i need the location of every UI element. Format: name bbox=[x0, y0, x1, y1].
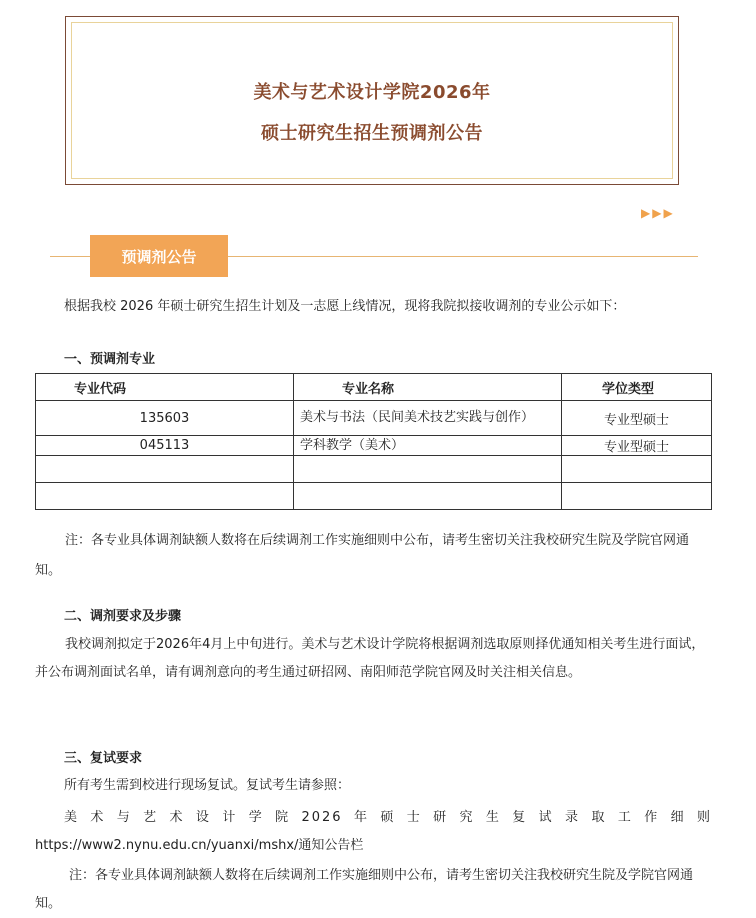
cell-name: 美术与书法（民间美术技艺实践与创作） bbox=[294, 401, 562, 436]
retest-intro-line: 所有考生需到校进行现场复试。复试考生请参照： bbox=[64, 778, 351, 793]
reference-url-link[interactable]: https://www2.nynu.edu.cn/yuanxi/mshx/通知公告栏 bbox=[35, 838, 364, 853]
cell-empty bbox=[36, 483, 294, 510]
section-heading-requirements: 二、调剂要求及步骤 bbox=[64, 609, 182, 624]
cell-degree: 专业型硕士 bbox=[562, 401, 712, 436]
title-banner bbox=[65, 16, 679, 185]
requirements-paragraph: 我校调剂拟定于2026年4月上中旬进行。美术与艺术设计学院将根据调剂选取原则择优通知相关考生进行面试，并公布调剂面试名单，请有调剂意向的考生通过研招网、南阳师范学院官网及时关注相关信息。 bbox=[35, 637, 705, 680]
section-tab-label: 预调剂公告 bbox=[90, 235, 228, 277]
page-title-line-2: 硕士研究生招生预调剂公告 bbox=[261, 123, 483, 144]
triple-arrow-icon: ▶▶▶ bbox=[641, 206, 675, 220]
note-paragraph: 注：各专业具体调剂缺额人数将在后续调剂工作实施细则中公布，请考生密切关注我校研究生院及学院官网通知。 bbox=[35, 533, 690, 578]
cell-empty bbox=[562, 483, 712, 510]
majors-table bbox=[35, 373, 712, 510]
cell-degree: 专业型硕士 bbox=[562, 436, 712, 456]
cell-empty bbox=[294, 456, 562, 483]
reference-document-title: 美术与艺术设计学院2026年硕士研究生复试录取工作细则 bbox=[64, 810, 712, 825]
page-title-line-1: 美术与艺术设计学院2026年 bbox=[253, 82, 491, 103]
column-header-name: 专业名称 bbox=[294, 374, 562, 401]
cell-empty bbox=[294, 483, 562, 510]
table-row bbox=[36, 456, 712, 483]
table-row bbox=[36, 436, 712, 456]
intro-paragraph: 根据我校 2026 年硕士研究生招生计划及一志愿上线情况，现将我院拟接收调剂的专业公示如下： bbox=[64, 299, 626, 314]
cell-code: 045113 bbox=[36, 436, 294, 456]
table-header-row bbox=[36, 374, 712, 401]
cell-empty bbox=[562, 456, 712, 483]
column-header-code: 专业代码 bbox=[36, 374, 294, 401]
title-banner-inner-frame bbox=[71, 22, 673, 179]
table-row bbox=[36, 401, 712, 436]
cell-name: 学科教学（美术） bbox=[294, 436, 562, 456]
note-paragraph-2: 注：各专业具体调剂缺额人数将在后续调剂工作实施细则中公布，请考生密切关注我校研究生院及学院官网通知。 bbox=[35, 868, 694, 911]
section-heading-retest: 三、复试要求 bbox=[64, 751, 143, 766]
cell-empty bbox=[36, 456, 294, 483]
retest-reference bbox=[35, 804, 712, 860]
column-header-degree: 学位类型 bbox=[562, 374, 712, 401]
section-heading-majors: 一、预调剂专业 bbox=[64, 352, 156, 367]
table-row bbox=[36, 483, 712, 510]
cell-code: 135603 bbox=[36, 401, 294, 436]
